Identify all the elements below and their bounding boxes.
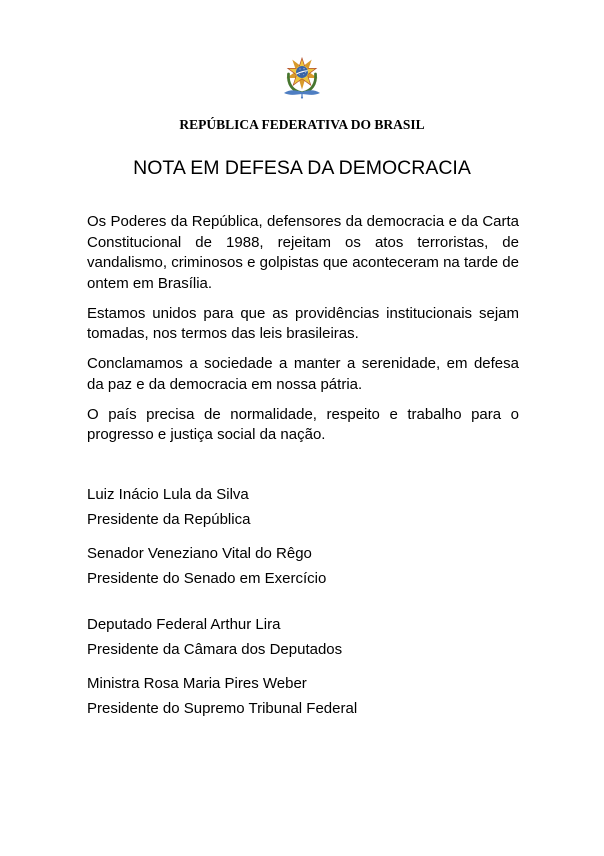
signature-block — [87, 541, 519, 591]
signature-role: Presidente da Câmara dos Deputados — [87, 640, 343, 658]
signature-role: Presidente do Senado em Exercício — [87, 569, 327, 587]
signature-role: Presidente da República — [87, 510, 251, 528]
signature-name: Ministra Rosa Maria Pires Weber — [87, 674, 307, 692]
paragraph-3: Conclamamos a sociedade a manter a serenidade, em defesa da paz e da democracia em nossa pátria. — [87, 355, 519, 393]
signature-name: Deputado Federal Arthur Lira — [87, 615, 281, 633]
signature-block — [87, 482, 519, 532]
paragraph-2: Estamos unidos para que as providências institucionais sejam tomadas, nos termos das leis brasileiras. — [87, 304, 519, 342]
emblem-sword-pommel — [301, 96, 303, 98]
signature-role: Presidente do Supremo Tribunal Federal — [87, 699, 358, 717]
page-title: NOTA EM DEFESA DA DEMOCRACIA — [133, 157, 471, 179]
signature-name: Senador Veneziano Vital do Rêgo — [87, 544, 312, 562]
document-body — [87, 212, 519, 721]
republic-header: REPÚBLICA FEDERATIVA DO BRASIL — [179, 117, 425, 132]
signature-block — [87, 612, 519, 662]
signature-name: Luiz Inácio Lula da Silva — [87, 485, 249, 503]
paragraph-1: Os Poderes da República, defensores da democracia e da Carta Constitucional de 1988, rejeitam os atos terroristas, de vandalismo, criminosos e golpistas que aconteceram na tarde de ontem em Brasília. — [87, 213, 519, 292]
paragraph-4: O país precisa de normalidade, respeito e trabalho para o progresso e justiça social da nação. — [87, 405, 519, 443]
brazil-coat-of-arms-icon — [280, 51, 324, 99]
signature-section — [87, 482, 519, 721]
signature-block — [87, 671, 519, 721]
